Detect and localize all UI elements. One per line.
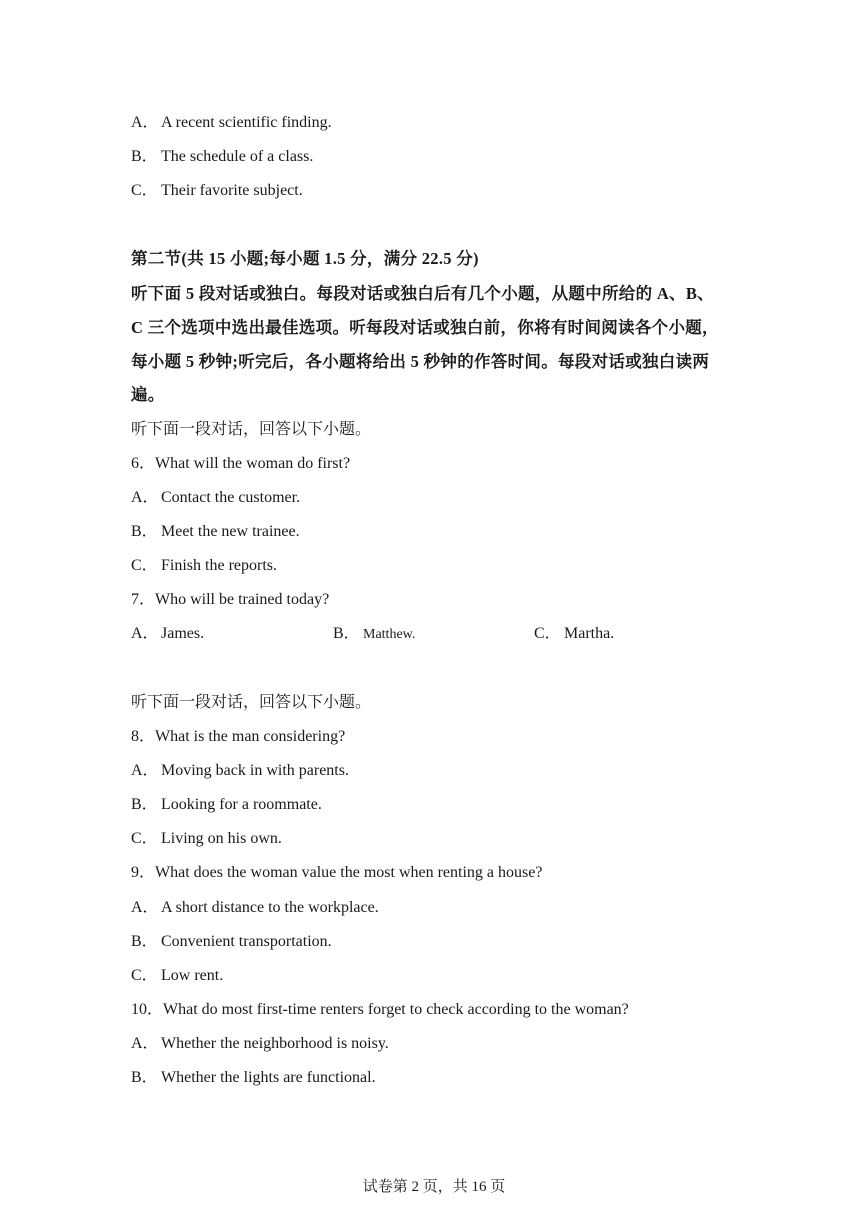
option-c: C． Their favorite subject. [131,182,303,199]
instruction-line-3: 每小题 5 秒钟;听完后，各小题将给出 5 秒钟的作答时间。每段对话或独白读两 [131,352,710,371]
page-footer: 试卷第 2 页，共 16 页 [362,1179,506,1195]
q7-option-a: A． James. [131,625,205,642]
group-intro: 听下面一段对话，回答以下小题。 [131,421,372,438]
q8-option-b: B． Looking for a roommate. [131,796,322,813]
q9-option-a: A． A short distance to the workplace. [131,899,379,916]
q9-option-c: C． Low rent. [131,967,224,984]
q8-option-a: A． Moving back in with parents. [131,762,349,779]
question-10: 10．What do most first-time renters forget to check according to the woman? [131,1001,629,1018]
option-a: A． A recent scientific finding. [131,114,332,131]
q6-option-b: B． Meet the new trainee. [131,523,300,540]
q10-option-b: B． Whether the lights are functional. [131,1069,376,1086]
question-9: 9．What does the woman value the most when renting a house? [131,864,543,881]
instruction-line-2: C 三个选项中选出最佳选项。听每段对话或独白前，你将有时间阅读各个小题， [131,318,719,337]
question-6: 6．What will the woman do first? [131,455,351,472]
q7-options-row [131,624,731,644]
group-intro: 听下面一段对话，回答以下小题。 [131,694,372,711]
q7-option-b: B． Matthew. [333,625,416,642]
q10-option-a: A． Whether the neighborhood is noisy. [131,1035,389,1052]
q6-option-c: C． Finish the reports. [131,557,277,574]
question-7: 7．Who will be trained today? [131,591,330,608]
question-8: 8．What is the man considering? [131,728,346,745]
instruction-line-4: 遍。 [131,385,165,404]
q9-option-b: B． Convenient transportation. [131,933,332,950]
q7-option-c: C． Martha. [534,625,615,642]
section-title: 第二节(共 15 小题;每小题 1.5 分，满分 22.5 分) [131,249,479,268]
option-b: B． The schedule of a class. [131,148,314,165]
q6-option-a: A． Contact the customer. [131,489,301,506]
instruction-line-1: 听下面 5 段对话或独白。每段对话或独白后有几个小题，从题中所给的 A、B、 [131,284,714,303]
q8-option-c: C． Living on his own. [131,830,282,847]
